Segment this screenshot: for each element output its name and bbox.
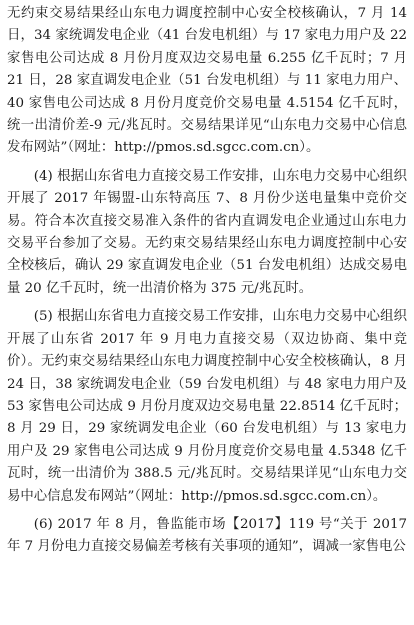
paragraph-1: 无约束交易结果经山东电力调度控制中心安全校核确认，7 月 14 日，34 家统调发电企业（41 台发电机组）与 17 家电力用户及 22 家售电公司达成 8 月份月度双边交易电量 6.255 亿千瓦时；7 月 21 日，28 家直调发电企业（51 台发电机组）与 11 家电力用户、40 家售电公司达成 8 月份月度竞价交易电量 4.5154 亿千瓦时，统一出清价差-9 元/兆瓦时。交易结果详见“山东电力交易中心信息发布网站”（网址：http://pmos.sd.sgcc.com.cn）。	[7, 6, 407, 156]
paragraph-4: (6) 2017 年 8 月，鲁监能市场【2017】119 号“关于 2017 年 7 月份电力直接交易偏差考核有关事项的通知”，调减一家售电公	[7, 516, 407, 555]
paragraph-2: (4) 根据山东省电力直接交易工作安排，山东电力交易中心组织开展了 2017 年锡盟-山东特高压 7、8 月份少送电量集中竞价交易。符合本次直接交易准入条件的省内直调发电企业通过山东电力交易平台参加了交易。无约束交易结果经山东电力调度控制中心安全校核后，确认 29 家直调发电企业（51 台发电机组）达成交易电量 20 亿千瓦时，统一出清价格为 375 元/兆瓦时。	[7, 168, 407, 296]
paragraph-3: (5) 根据山东省电力直接交易工作安排，山东电力交易中心组织开展了山东省 2017 年 9 月电力直接交易（双边协商、集中竞价）。无约束交易结果经山东电力调度控制中心安全校核确认，8 月 24 日，38 家统调发电企业（59 台发电机组）与 48 家电力用户及 53 家售电公司达成 9 月份月度双边交易电量 22.8514 亿千瓦时；8 月 29 日，29 家统调发电企业（60 台发电机组）与 13 家电力用户及 29 家售电公司达成 9 月份月度竞价交易电量 4.5348 亿千瓦时，统一出清价为 388.5 元/兆瓦时。交易结果详见“山东电力交易中心信息发布网站”（网址：http://pmos.sd.sgcc.com.cn）。	[7, 309, 407, 504]
